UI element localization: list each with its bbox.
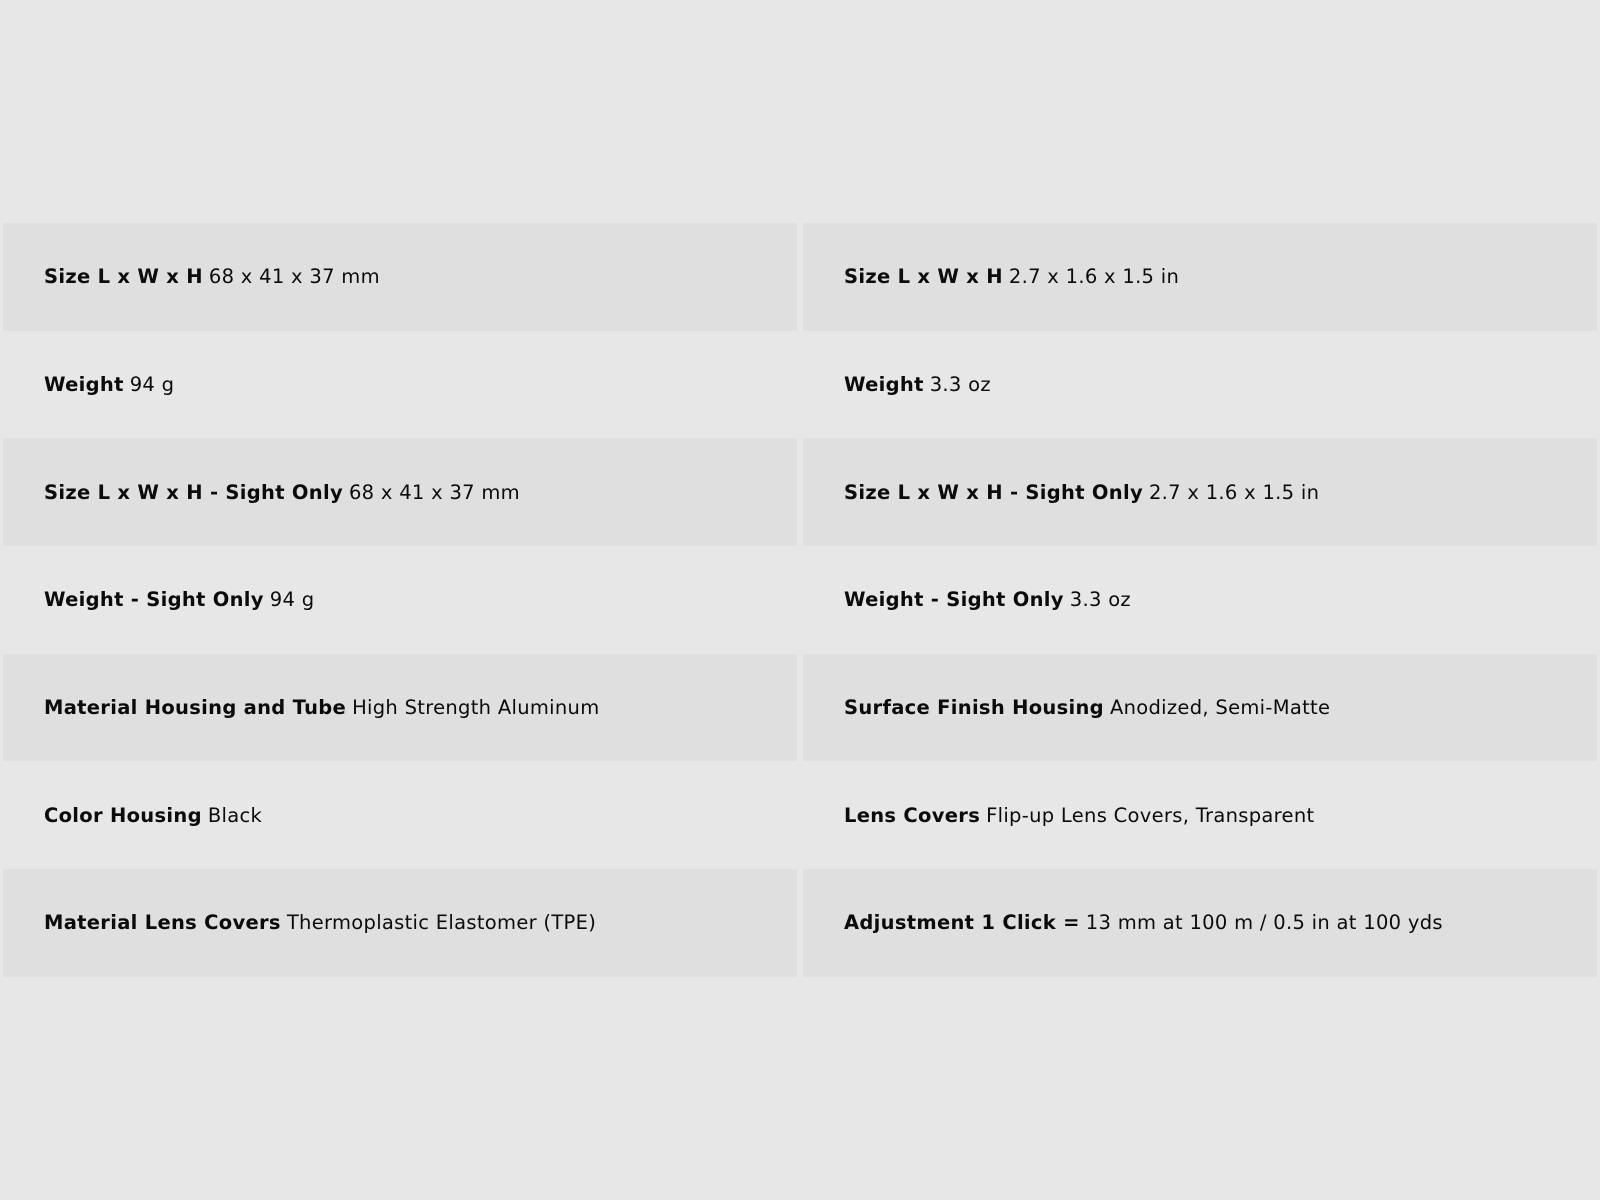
spec-cell-right [803,869,1597,977]
spec-row [3,331,1597,439]
spec-row [3,438,1597,546]
spec-row [3,546,1597,654]
spec-cell-metric [3,438,797,546]
spec-label: Adjustment 1 Click = [844,911,1080,935]
spec-label: Weight - Sight Only [844,588,1064,612]
spec-label: Lens Covers [844,803,981,827]
spec-cell-right [803,654,1597,762]
spec-value: Black [207,803,263,827]
spec-cell-imperial [803,438,1597,546]
spec-value: 68 x 41 x 37 mm [348,480,520,504]
spec-cell-imperial [803,331,1597,439]
spec-cell-left [3,869,797,977]
spec-label: Weight [44,373,124,397]
spec-label: Material Housing and Tube [44,696,347,720]
spec-label: Color Housing [44,803,202,827]
spec-cell-imperial [803,223,1597,331]
spec-cell-left [3,761,797,869]
spec-value: 94 g [129,373,175,397]
spec-value: 2.7 x 1.6 x 1.5 in [1148,480,1320,504]
spec-cell-metric [3,546,797,654]
spec-value: 3.3 oz [929,373,991,397]
spec-table [3,223,1597,977]
spec-cell-metric [3,223,797,331]
spec-row [3,654,1597,762]
spec-row [3,223,1597,331]
spec-label: Weight - Sight Only [44,588,264,612]
spec-label: Material Lens Covers [44,911,281,935]
spec-value: Thermoplastic Elastomer (TPE) [286,911,597,935]
spec-cell-right [803,761,1597,869]
spec-row [3,869,1597,977]
spec-row [3,761,1597,869]
spec-cell-metric [3,331,797,439]
spec-value: 94 g [269,588,315,612]
spec-value: 2.7 x 1.6 x 1.5 in [1008,265,1180,289]
spec-cell-left [3,654,797,762]
spec-label: Size L x W x H - Sight Only [44,480,343,504]
spec-label: Size L x W x H [844,265,1003,289]
spec-label: Surface Finish Housing [844,696,1104,720]
spec-value: Anodized, Semi-Matte [1109,696,1331,720]
spec-label: Size L x W x H - Sight Only [844,480,1143,504]
spec-value: High Strength Aluminum [352,696,600,720]
spec-label: Weight [844,373,924,397]
spec-value: 68 x 41 x 37 mm [208,265,380,289]
spec-value: 13 mm at 100 m / 0.5 in at 100 yds [1085,911,1443,935]
spec-label: Size L x W x H [44,265,203,289]
spec-value: 3.3 oz [1069,588,1131,612]
spec-value: Flip-up Lens Covers, Transparent [986,803,1315,827]
spec-cell-imperial [803,546,1597,654]
